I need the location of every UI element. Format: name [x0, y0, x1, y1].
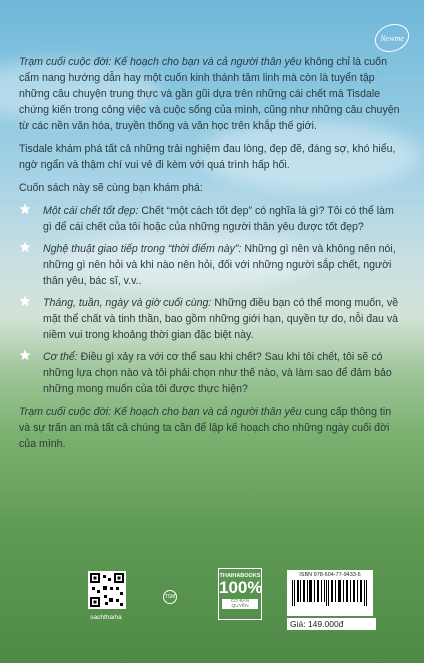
star-icon [19, 203, 31, 215]
copyright-badge [218, 568, 262, 620]
paragraph-3: Cuốn sách này sẽ cùng bạn khám phá: [19, 182, 203, 194]
list-item: Một cái chết tốt đẹp: Chết “một cách tốt đẹp” có nghĩa là gì? Tôi có thể làm gì để cái chết của tôi hoặc của những người thân yêu được tốt đẹp? [19, 203, 405, 235]
back-cover-text [19, 54, 405, 459]
intro-paragraph: Trạm cuối cuộc đời: Kế hoạch cho bạn và cả người thân yêu không chỉ là cuốn cẩm nang hướng dẫn hay một cuốn kinh thánh tâm linh mà còn là tuyển tập những câu chuyện trung thực và gần gũi dựa trên những cái chết mà Tisdale chứng kiến trong công việc và cuộc sống của mình, cũng như những câu chuyện từ các nền văn hóa, truyền thống và văn học trên khắp thế giới. [19, 56, 400, 132]
qr-code-icon[interactable] [88, 571, 126, 609]
badge-top: THAIHABOOKS [219, 573, 261, 579]
list-item: Cơ thể: Điều gì xảy ra với cơ thể sau khi chết? Sau khi tôi chết, tôi sẽ có những lựa chọn nào và tôi phải chọn như thế nào, và làm sao để đảm bảo những mong muốn của tôi được thực hiện? [19, 349, 405, 397]
paragraph-2: Tisdale khám phá tất cả những trải nghiệm đau lòng, đẹp đẽ, đáng sợ, khó hiểu, ngờ ngẩn và thậm chí vui vẻ đi kèm với quá trình hấp hối. [19, 143, 396, 171]
barcode-icon [290, 580, 370, 606]
publisher-logo [372, 18, 412, 58]
list-item: Tháng, tuần, ngày và giờ cuối cùng: Những điều bạn có thể mong muốn, về mặt thể chất và tinh thần, bao gồm những giới hạn, quyền tự do, nỗi đau và niềm vui trong khoảng thời gian đặc biệt này. [19, 295, 405, 343]
tsm-logo: TSM [163, 590, 177, 604]
isbn-label: ISBN 978-604-77-9433-5 [299, 572, 361, 578]
outro-paragraph: Trạm cuối cuộc đời: Kế hoạch cho bạn và cả người thân yêu cung cấp thông tin và sự trấn an mà tất cả chúng ta cần để lập kế hoạch cho những ngày cuối đời của mình. [19, 406, 392, 450]
bottom-strip [0, 568, 424, 663]
barcode [287, 570, 373, 616]
list-item: Nghệ thuật giao tiếp trong “thời điểm này”: Những gì nên và không nên nói, những gì nên hỏi và khi nào nên hỏi, đối với những người sắp chết, người thân yêu, bác sĩ, v.v.. [19, 241, 405, 289]
qr-label: sachthaiha [90, 614, 122, 621]
price-label: Giá: 149.000đ [287, 618, 376, 630]
badge-small: CÓ BẢN QUYỀN [222, 599, 258, 609]
badge-big: 100% [219, 578, 263, 597]
star-icon [19, 241, 31, 253]
bullet-list [19, 203, 405, 397]
logo-text: Newme [380, 34, 404, 43]
star-icon [19, 295, 31, 307]
star-icon [19, 349, 31, 361]
